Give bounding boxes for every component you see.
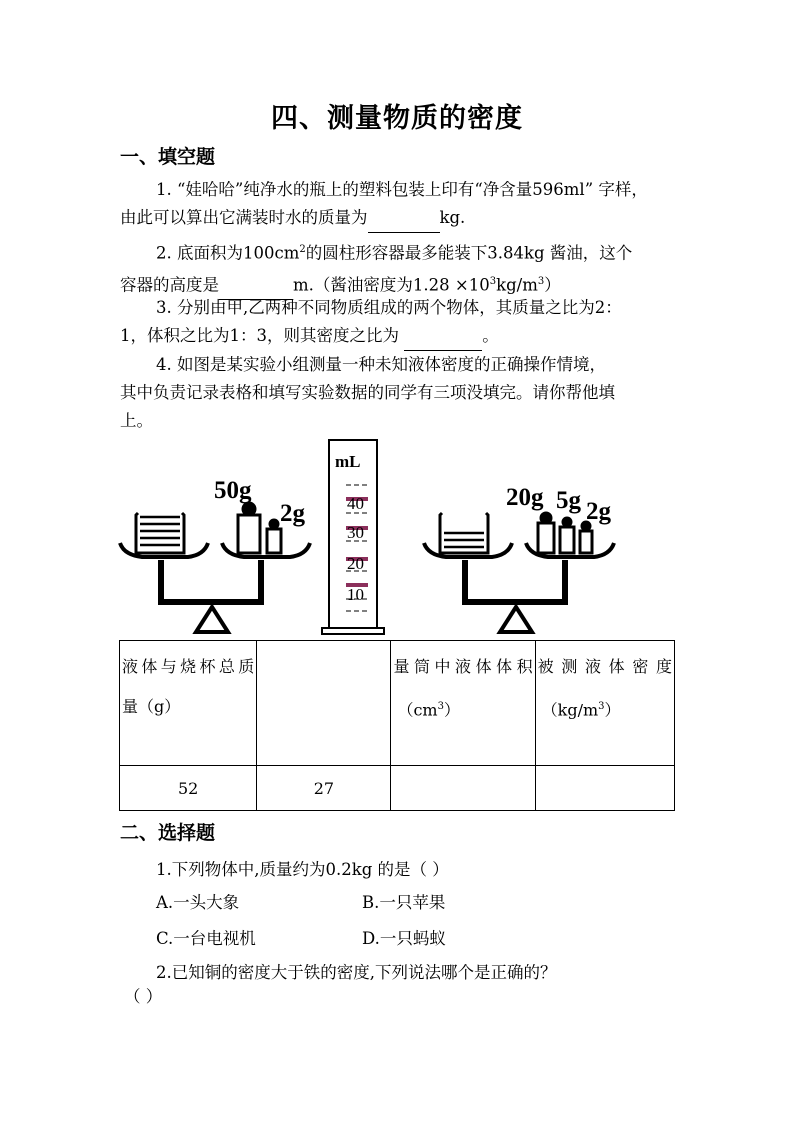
- section-heading-fill-blank: 一、填空题: [120, 146, 216, 168]
- q2-text-e: kg/m: [496, 275, 538, 294]
- mc-q2-answer-paren[interactable]: （ ）: [124, 987, 163, 1006]
- header-3-tail: ）: [604, 700, 621, 720]
- q1-line-2: 由此可以算出它满装时水的质量为: [120, 208, 368, 227]
- header-2-line1: 量筒中液体体积: [393, 657, 533, 676]
- mc-q1-stem: 1.下列物体中,质量约为0.2kg 的是（ ）: [156, 860, 449, 879]
- header-2-sup: 3: [437, 701, 444, 712]
- cylinder-tick-40: 40: [347, 494, 364, 513]
- question-4: [120, 351, 680, 435]
- right-beaker: [440, 513, 488, 553]
- graduated-cylinder: [322, 440, 384, 634]
- header-2-tail: ）: [443, 700, 460, 720]
- q3-end: 。: [482, 326, 499, 345]
- table-cell-volume-blank[interactable]: [391, 766, 535, 811]
- q4-line-3: 上。: [120, 411, 153, 430]
- header-0-line2: 量（g）: [122, 697, 181, 716]
- q2-text-c: 容器的高度是: [120, 275, 219, 294]
- weight-label-50g: 50g: [214, 477, 252, 504]
- right-weights: [538, 513, 592, 553]
- cylinder-tick-30: 30: [347, 523, 364, 542]
- experiment-figure: [110, 435, 650, 640]
- q3-line-1: 3. 分别由甲,乙两种不同物质组成的两个物体，其质量之比为2：: [156, 298, 622, 317]
- section-heading-multiple-choice: 二、选择题: [120, 822, 216, 844]
- question-1: [120, 176, 680, 233]
- table-cell-density-blank[interactable]: [535, 766, 674, 811]
- q2-sup-2: 3: [489, 275, 497, 287]
- left-beaker: [136, 513, 184, 553]
- weight-label-2g-right: 2g: [586, 498, 611, 525]
- mc-q2-stem: 2.已知铜的密度大于铁的密度,下列说法哪个是正确的？: [156, 963, 557, 982]
- left-weights: [238, 503, 281, 553]
- header-3-sup: 3: [598, 701, 605, 712]
- q4-line-2: 其中负责记录表格和填写实验数据的同学有三项没填完。请你帮他填: [120, 383, 615, 402]
- cylinder-tick-20: 20: [347, 554, 364, 573]
- weight-label-5g: 5g: [556, 487, 581, 514]
- table-header-cell: [535, 641, 674, 766]
- header-0-line1: 液体与烧杯总质: [122, 657, 255, 676]
- table-header-cell: [120, 641, 257, 766]
- table-header-row: [120, 641, 675, 766]
- cylinder-tick-10: 10: [347, 585, 364, 604]
- q1-answer-blank[interactable]: [368, 204, 440, 233]
- right-balance: [424, 543, 614, 632]
- q2-text-f: ）: [544, 275, 561, 294]
- mc-q1-option-a[interactable]: A.一头大象: [156, 893, 240, 912]
- left-balance: [120, 543, 310, 632]
- q2-sup-1: 2: [299, 244, 306, 255]
- q1-unit: kg.: [439, 208, 466, 227]
- mc-q1-option-d[interactable]: D.一只蚂蚁: [362, 929, 446, 948]
- cylinder-unit-label: mL: [335, 452, 361, 471]
- page-title: 四、测量物质的密度: [271, 103, 523, 134]
- q2-sup-3: 3: [537, 275, 545, 287]
- q3-answer-blank[interactable]: [404, 322, 482, 351]
- table-cell-total-mass: 52: [120, 766, 257, 811]
- mc-q1-option-b[interactable]: B.一只苹果: [362, 893, 446, 912]
- table-cell-second: 27: [257, 766, 391, 811]
- mc-q1-option-c[interactable]: C.一台电视机: [156, 929, 256, 948]
- header-2-line2: （cm: [397, 700, 438, 720]
- q1-line-1: 1. “娃哈哈”纯净水的瓶上的塑料包装上印有“净含量596ml” 字样，: [156, 180, 648, 199]
- weight-label-2g-left: 2g: [280, 500, 305, 527]
- q2-text-a: 2. 底面积为100cm: [156, 243, 300, 263]
- q2-text-d: m.（酱油密度为1.28 ×10: [293, 275, 490, 294]
- q2-text-b: 的圆柱形容器最多能装下3.84kg 酱油，这个: [305, 243, 633, 263]
- question-3: [120, 294, 680, 351]
- table-row: [120, 766, 675, 811]
- weight-label-20g: 20g: [506, 484, 544, 511]
- data-table: [119, 640, 675, 811]
- q4-line-1: 4. 如图是某实验小组测量一种未知液体密度的正确操作情境，: [156, 355, 606, 374]
- header-3-line1: 被测液体密度: [537, 657, 672, 676]
- q3-line-2: 1，体积之比为1：3，则其密度之比为: [120, 326, 405, 345]
- table-header-cell: [391, 641, 535, 766]
- table-header-cell-empty[interactable]: [257, 641, 391, 766]
- header-3-line2: （kg/m: [541, 700, 599, 720]
- question-2: [120, 236, 680, 300]
